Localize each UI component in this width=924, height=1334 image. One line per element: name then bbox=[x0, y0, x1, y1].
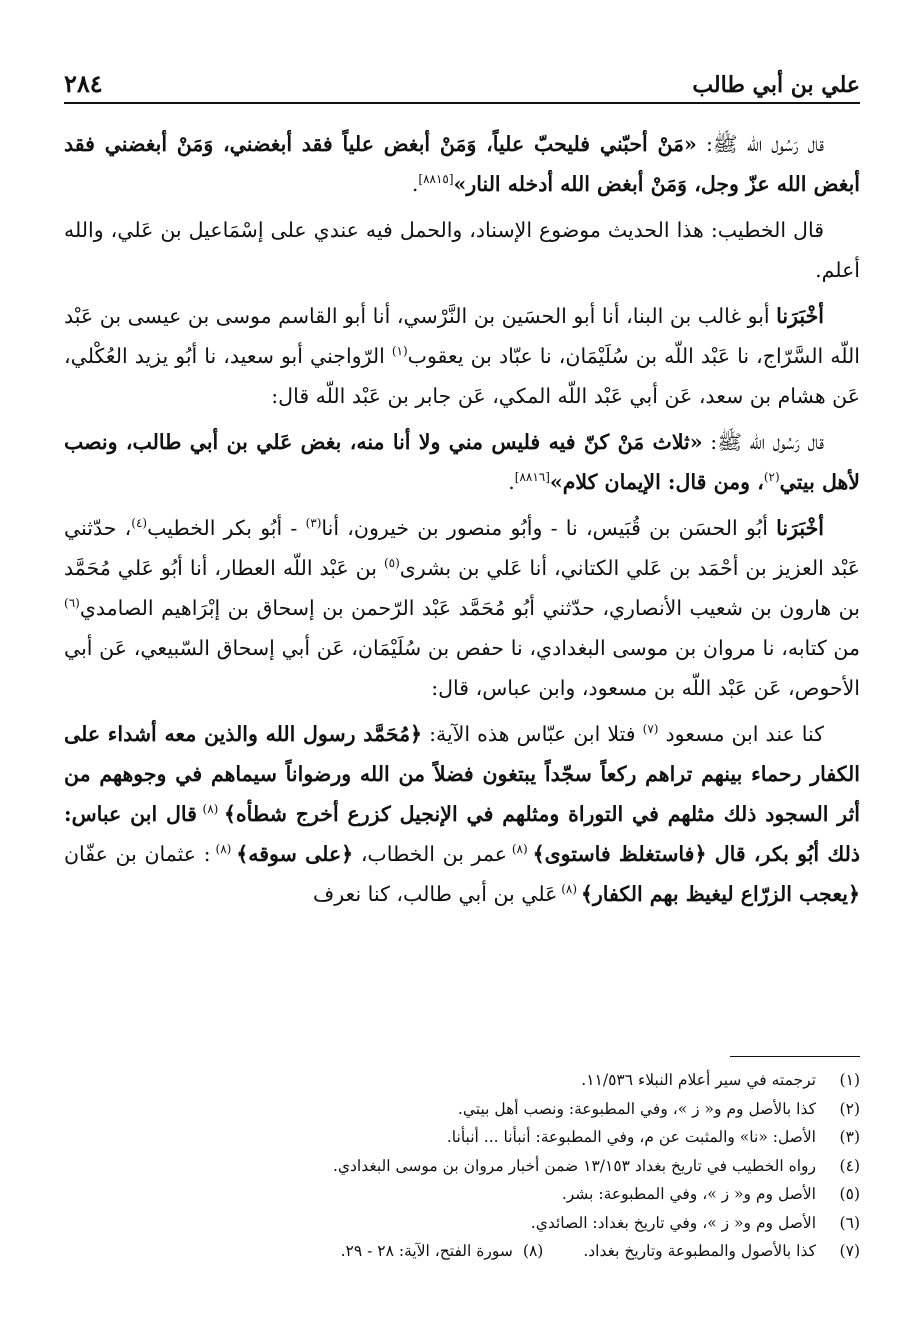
hadith-reference: [٨٨١٥] bbox=[418, 172, 454, 187]
akhbarana-lead: أخْبَرَنا bbox=[776, 516, 824, 540]
footnote-text: الأصل وم و« ز »، وفي المطبوعة: بشر. bbox=[561, 1185, 816, 1203]
narration-text: عَلي بن أبي طالب، كنا نعرف bbox=[313, 882, 558, 906]
narration-text: فتلا ابن عبّاس هذه الآية: bbox=[422, 722, 643, 746]
paragraph-tafsir bbox=[64, 714, 860, 914]
footnote-7-8 bbox=[64, 1237, 860, 1266]
footnote-number: (٤) bbox=[839, 1156, 860, 1175]
footnote-marker-5[interactable]: (٥) bbox=[383, 556, 400, 571]
footnote-4 bbox=[64, 1152, 860, 1181]
footnote-marker-2[interactable]: (٢) bbox=[763, 470, 780, 485]
narration-text: عمر بن الخطاب، bbox=[353, 842, 507, 866]
footnote-text: رواه الخطيب في تاريخ بغداد ١٣/١٥٣ ضمن أخبار مروان بن موسى البغدادي. bbox=[332, 1156, 816, 1175]
paragraph-hadith-2 bbox=[64, 422, 860, 502]
page-number: ٢٨٤ bbox=[64, 69, 103, 98]
narration-intro: قال رَسُول الله ﷺ: bbox=[696, 132, 824, 156]
footnote-5 bbox=[64, 1180, 860, 1209]
footnote-3 bbox=[64, 1123, 860, 1152]
footnote-marker-8[interactable]: (٨) bbox=[506, 842, 533, 857]
isnad-text: من كتابه، نا مروان بن موسى البغدادي، نا حفص بن سُلَيْمَان، عَن أبي إسحاق السّبيعي، عَن أبي الأحوص، عَن عَبْد اللّه بن مسعود، وابن عباس، قال: bbox=[64, 636, 860, 700]
quran-verse: ﴿مُحَمَّد رسول الله والذين معه أشداء على الكفار رحماء بينهم تراهم ركعاً سجّداً يبتغون فضلاً من الله ورضواناً سيماهم في وجوههم من أثر السجود ذلك مثلهم في التوراة ومثلهم في الإنجيل كزرع أخرج شطأه﴾ bbox=[64, 722, 860, 826]
footnote-marker-4[interactable]: (٤) bbox=[131, 516, 148, 531]
footnotes bbox=[64, 1066, 860, 1266]
period: . bbox=[411, 172, 419, 196]
footnote-8 bbox=[341, 1237, 544, 1266]
footnote-number: (٦) bbox=[839, 1213, 860, 1232]
quran-verse: ﴿على سوقه﴾ bbox=[236, 842, 354, 866]
paragraph-isnad-1 bbox=[64, 296, 860, 416]
footnote-text: ترجمته في سير أعلام النبلاء ١١/٥٣٦. bbox=[581, 1071, 816, 1089]
footnote-1 bbox=[64, 1066, 860, 1095]
footnote-text: كذا بالأصول والمطبوعة وتاريخ بغداد. bbox=[583, 1242, 816, 1260]
main-text bbox=[64, 124, 860, 920]
quran-verse: ﴿يعجب الزرّاع ليغيظ بهم الكفار﴾ bbox=[580, 882, 860, 906]
footnote-text: كذا بالأصل وم و« ز »، وفي المطبوعة: ونصب أهل بيتي. bbox=[457, 1099, 816, 1118]
paragraph-isnad-2 bbox=[64, 508, 860, 708]
narration-text: كنا عند ابن مسعود bbox=[658, 722, 824, 746]
footnote-marker-7[interactable]: (٧) bbox=[642, 722, 659, 737]
hadith-text: ، ومن قال: الإيمان كلام» bbox=[549, 470, 764, 494]
hadith-reference: [٨٨١٦] bbox=[514, 470, 550, 485]
footnote-number: (١) bbox=[839, 1071, 860, 1089]
footnote-text: سورة الفتح، الآية: ٢٨ - ٢٩. bbox=[340, 1242, 513, 1260]
narration-text: : عثمان بن عفّان bbox=[64, 842, 211, 866]
running-title: علي بن أبي طالب bbox=[692, 72, 860, 98]
page-header bbox=[64, 62, 860, 104]
period: . bbox=[508, 470, 515, 494]
footnote-text: الأصل: «نا» والمثبت عن م، وفي المطبوعة: أنبأنا ... أنبأنا. bbox=[446, 1128, 816, 1146]
narration-intro: قال رَسُول الله ﷺ: bbox=[702, 430, 824, 454]
footnote-number: (٧) bbox=[839, 1242, 860, 1260]
footnote-marker-3[interactable]: (٣) bbox=[305, 516, 322, 531]
footnote-marker-1[interactable]: (١) bbox=[391, 344, 408, 359]
footnote-number: (٣) bbox=[839, 1128, 860, 1146]
isnad-text: أبُو الحسَن بن قُبَيس، نا - وأبُو منصور بن خيرون، أنا bbox=[321, 516, 777, 540]
footnote-marker-6[interactable]: (٦) bbox=[64, 596, 80, 611]
footnote-marker-8[interactable]: (٨) bbox=[557, 882, 581, 897]
footnote-6 bbox=[64, 1209, 860, 1238]
paragraph-hadith-1 bbox=[64, 124, 860, 204]
footnote-number: (٨) bbox=[522, 1242, 544, 1260]
isnad-text: - أبُو بكر الخطيب bbox=[147, 516, 306, 540]
isnad-text: ، حدّثني عَبْد العزيز بن أحْمَد بن عَلي الكتاني، أنا عَلي بن بشرى bbox=[64, 516, 860, 580]
hadith-text: «ثلاث مَنْ كنّ فيه فليس مني ولا أنا منه، بغض عَلي بن أبي طالب، ونصب لأهل بيتي bbox=[64, 430, 860, 494]
footnote-number: (٢) bbox=[839, 1099, 860, 1118]
footnote-marker-8[interactable]: (٨) bbox=[196, 802, 224, 817]
footnote-marker-8[interactable]: (٨) bbox=[210, 842, 237, 857]
footnote-number: (٥) bbox=[839, 1185, 860, 1203]
paragraph-khatib-comment: قال الخطيب: هذا الحديث موضوع الإسناد، والحمل فيه عندي على إسْمَاعيل بن عَلي، والله أعلم. bbox=[64, 218, 860, 282]
quran-commentary: قال ابن عباس: ذلك أبُو بكر، قال ﴿فاستغلظ فاستوى﴾ bbox=[64, 802, 860, 866]
isnad-text: أبو غالب بن البنا، أنا أبو الحسَين بن النَّرْسي، أنا أبو القاسم موسى بن عيسى بن عَبْد اللّه السَّرّاج، نا عَبْد اللّه بن سُلَيْمَان، نا عبّاد بن يعقوب bbox=[64, 304, 860, 368]
footnote-2 bbox=[64, 1095, 860, 1124]
isnad-text: الرّواجني أبو سعيد، نا أبُو يزيد العُكْلي، عَن هشام بن سعد، عَن أبي عَبْد اللّه المكي، عَن جابر بن عَبْد اللّه قال: bbox=[64, 344, 860, 408]
footnote-text: الأصل وم و« ز »، وفي تاريخ بغداد: الصائدي. bbox=[530, 1213, 816, 1232]
akhbarana-lead: أخْبَرَنا bbox=[776, 304, 824, 328]
footnote-separator bbox=[730, 1056, 860, 1057]
isnad-text: بن عَبْد اللّه العطار، أنا أبُو عَلي مُحَمَّد بن هارون بن شعيب الأنصاري، حدّثني أبُو مُحَمَّد عَبْد الرّحمن بن إسحاق بن إبْرَاهيم الصامدي bbox=[64, 556, 860, 620]
hadith-text: «مَنْ أحبّني فليحبّ علياً، وَمَنْ أبغض علياً فقد أبغضني، وَمَنْ أبغضني فقد أبغض الله عزّ وجل، وَمَنْ أبغض الله أدخله النار» bbox=[64, 132, 860, 196]
